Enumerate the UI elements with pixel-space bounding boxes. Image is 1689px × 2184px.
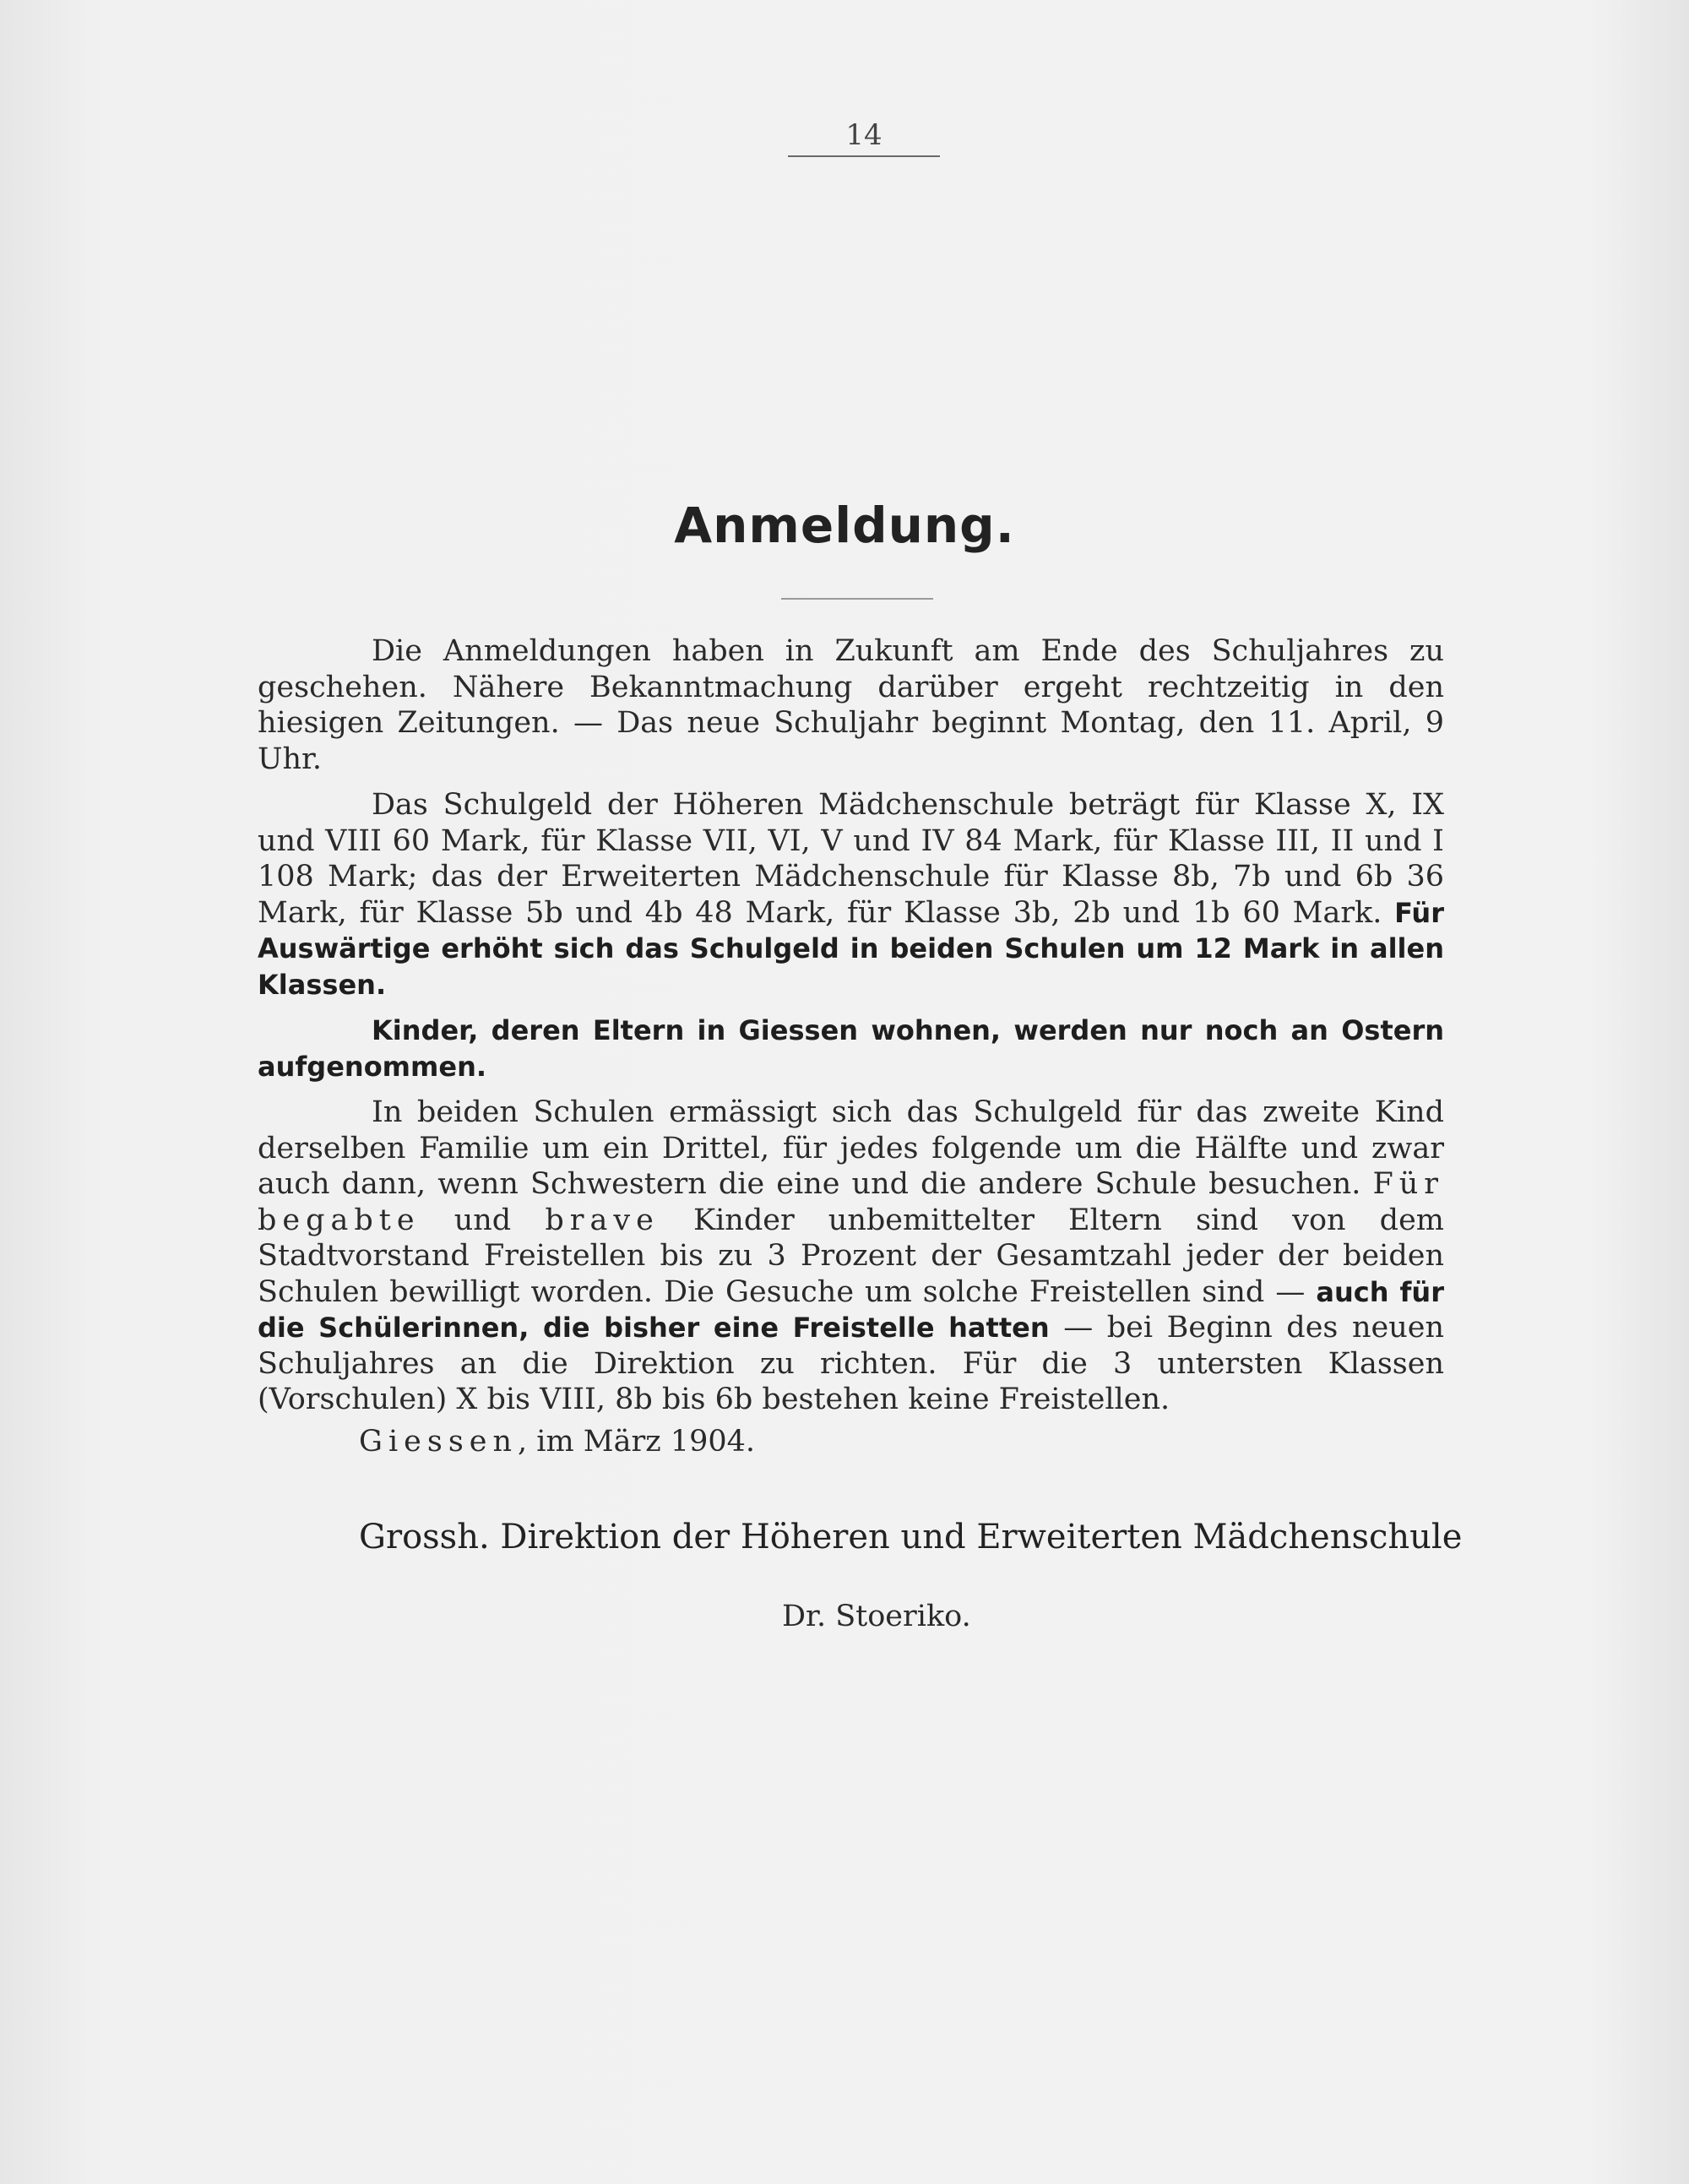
page-header <box>788 118 940 157</box>
free-places-text-3: Kinder unbemittelter Eltern sind von dem Stadtvorstand Freistellen bis zu 3 Prozent der Gesamtzahl jeder der beiden Schulen bewilligt worden. Die Gesuche um solche Freistellen sind — <box>258 1203 1444 1309</box>
date-line <box>359 1425 755 1459</box>
paragraph-admission: Kinder, deren Eltern in Giessen wohnen, werden nur noch an Ostern aufgenommen. <box>258 1014 1444 1083</box>
date-place: Giessen <box>359 1425 519 1459</box>
paragraph-school-fees <box>258 787 1444 1002</box>
free-places-text-1: In beiden Schulen ermässigt sich das Schulgeld für das zweite Kind derselben Familie um ein Drittel, für jedes folgende um die Hälfte und zwar auch dann, wenn Schwestern die eine und die andere Schule besuchen. <box>258 1095 1444 1201</box>
header-rule <box>788 155 940 157</box>
school-fees-text: Das Schulgeld der Höheren Mädchenschule beträgt für Klasse X, IX und VIII 60 Mark, für Klasse VII, VI, V und IV 84 Mark, für Klasse III, II und I 108 Mark; das der Erweiterten Mädchenschule für Klasse 8b, 7b und 6b 36 Mark, für Klasse 5b und 4b 48 Mark, für Klasse 3b, 2b und 1b 60 Mark. <box>258 788 1444 930</box>
author-name: Dr. Stoeriko. <box>782 1600 971 1633</box>
free-places-spaced-1: Für begabte <box>258 1167 1444 1237</box>
school-fees-note: Für Auswärtige erhöht sich das Schulgeld in beiden Schulen um 12 Mark in allen Klassen. <box>258 896 1444 1001</box>
page-title: Anmeldung. <box>674 497 1015 554</box>
free-places-note: auch für die Schülerinnen, die bisher eine Freistelle hatten <box>258 1275 1444 1344</box>
date-text: , im März 1904. <box>518 1425 756 1459</box>
free-places-text-2: und <box>453 1203 512 1237</box>
paragraph-registration: Die Anmeldungen haben in Zukunft am Ende des Schuljahres zu geschehen. Nähere Bekanntmachung darüber ergeht rechtzeitig in den hiesigen Zeitungen. — Das neue Schuljahr beginnt Montag, den 11. April, 9 Uhr. <box>258 634 1444 776</box>
paragraph-free-places <box>258 1095 1444 1418</box>
free-places-spaced-2: brave <box>545 1203 660 1237</box>
title-divider <box>781 598 933 600</box>
page-number: 14 <box>845 118 883 152</box>
body-text <box>258 633 1444 1428</box>
signature-line: Grossh. Direktion der Höheren und Erweiterten Mädchenschule <box>359 1518 1463 1557</box>
free-places-text-4: — bei Beginn des neuen Schuljahres an die Direktion zu richten. Für die 3 untersten Klassen (Vorschulen) X bis VIII, 8b bis 6b bestehen keine Freistellen. <box>258 1311 1445 1416</box>
